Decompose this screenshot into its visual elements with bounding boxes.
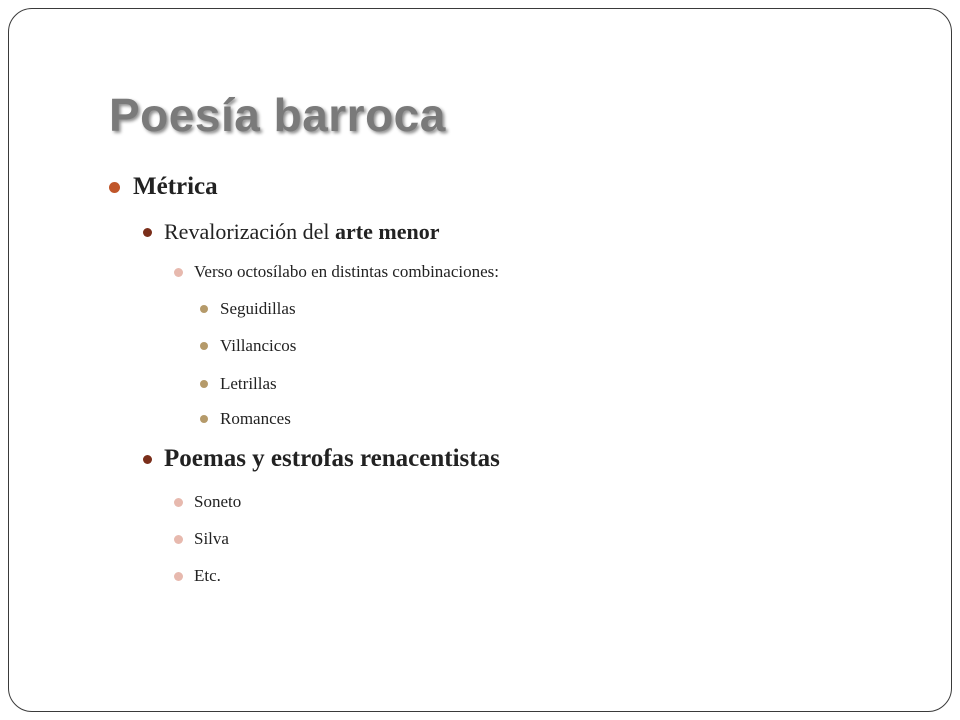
bullet-label: Poemas y estrofas renacentistas [164, 445, 500, 472]
bullet-label: Romances [220, 409, 291, 428]
bullet-item-romances [200, 409, 291, 429]
bullet-dot-icon [174, 268, 183, 277]
bullet-dot-icon [174, 498, 183, 507]
bullet-label: Letrillas [220, 374, 277, 393]
bullet-item-villancicos [200, 336, 296, 356]
bullet-label: Silva [194, 529, 229, 548]
slide-content [9, 9, 951, 711]
bullet-label-prefix: Revalorización del [164, 219, 336, 244]
bullet-dot-icon [174, 572, 183, 581]
bullet-dot-icon [200, 380, 208, 388]
slide [8, 8, 952, 712]
bullet-dot-icon [200, 305, 208, 313]
bullet-dot-icon [174, 535, 183, 544]
bullet-label: Soneto [194, 492, 242, 511]
bullet-item-silva [174, 529, 229, 549]
bullet-item-verso-octosilabo [174, 262, 499, 282]
bullet-dot-icon [109, 182, 120, 193]
bullet-dot-icon [200, 342, 208, 350]
bullet-label: Seguidillas [220, 299, 296, 318]
bullet-item-etc [174, 566, 221, 586]
bullet-label-emphasis: arte menor [335, 219, 440, 244]
bullet-label: Villancicos [220, 336, 297, 355]
bullet-label: Verso octosílabo en distintas combinaciones: [194, 262, 499, 281]
bullet-item-letrillas [200, 374, 277, 394]
bullet-item-soneto [174, 492, 241, 512]
bullet-item-metrica [109, 173, 218, 201]
bullet-item-poemas [143, 445, 500, 473]
bullet-dot-icon [200, 415, 208, 423]
bullet-label [164, 219, 440, 245]
bullet-item-seguidillas [200, 299, 296, 319]
bullet-label: Métrica [133, 173, 218, 200]
bullet-dot-icon [143, 455, 152, 464]
bullet-dot-icon [143, 228, 152, 237]
bullet-item-revalorizacion [143, 219, 440, 245]
bullet-label: Etc. [194, 566, 221, 585]
slide-title: Poesía barroca [109, 89, 446, 141]
